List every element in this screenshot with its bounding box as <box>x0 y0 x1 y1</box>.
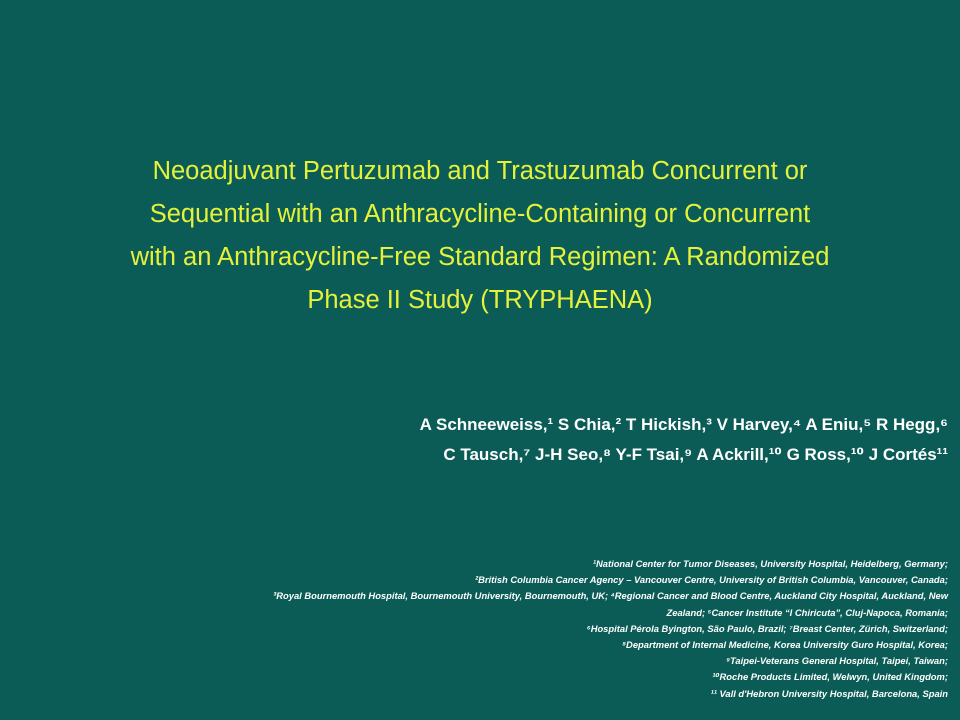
affiliation-line: ¹⁰Roche Products Limited, Welwyn, United Kingdom; <box>712 671 948 683</box>
affiliation-line: ⁸Department of Internal Medicine, Korea University Guro Hospital, Korea; <box>622 639 948 651</box>
title-line: Neoadjuvant Pertuzumab and Trastuzumab Concurrent or <box>152 157 808 185</box>
affiliation-line: ¹National Center for Tumor Diseases, University Hospital, Heidelberg, Germany; <box>592 558 948 569</box>
affiliation-line: ²British Columbia Cancer Agency – Vancouver Centre, University of British Columbia, Vancouver, Canada; <box>474 574 948 586</box>
affiliation-list <box>68 556 948 702</box>
author-line: A Schneeweiss,¹ S Chia,² T Hickish,³ V Harvey,⁴ A Eniu,⁵ R Hegg,⁶ <box>419 415 948 434</box>
author-line: C Tausch,⁷ J-H Seo,⁸ Y-F Tsai,⁹ A Ackrill,¹⁰ G Ross,¹⁰ J Cortés¹¹ <box>443 445 948 464</box>
affiliation-line: ¹¹ Vall d'Hebron University Hospital, Barcelona, Spain <box>710 687 948 699</box>
slide-title <box>40 150 920 322</box>
affiliation-line: ⁹Taipei-Veterans General Hospital, Taipei, Taiwan; <box>726 655 948 667</box>
title-line: Phase II Study (TRYPHAENA) <box>307 286 653 314</box>
title-line: with an Anthracycline-Free Standard Regimen: A Randomized <box>130 243 830 271</box>
affiliation-line: Zealand; ⁵Cancer Institute “I Chiricuta”, Cluj-Napoca, Romania; <box>666 606 948 618</box>
affiliation-line: ³Royal Bournemouth Hospital, Bournemouth University, Bournemouth, UK; ⁴Regional Cancer and Blood Centre, Auckland City Hospital, Auckland, New <box>273 590 948 602</box>
affiliation-line: ⁶Hospital Pérola Byington, São Paulo, Brazil; ⁷Breast Center, Zürich, Switzerland; <box>586 622 948 634</box>
author-list <box>48 410 948 470</box>
title-line: Sequential with an Anthracycline-Containing or Concurrent <box>149 200 811 228</box>
